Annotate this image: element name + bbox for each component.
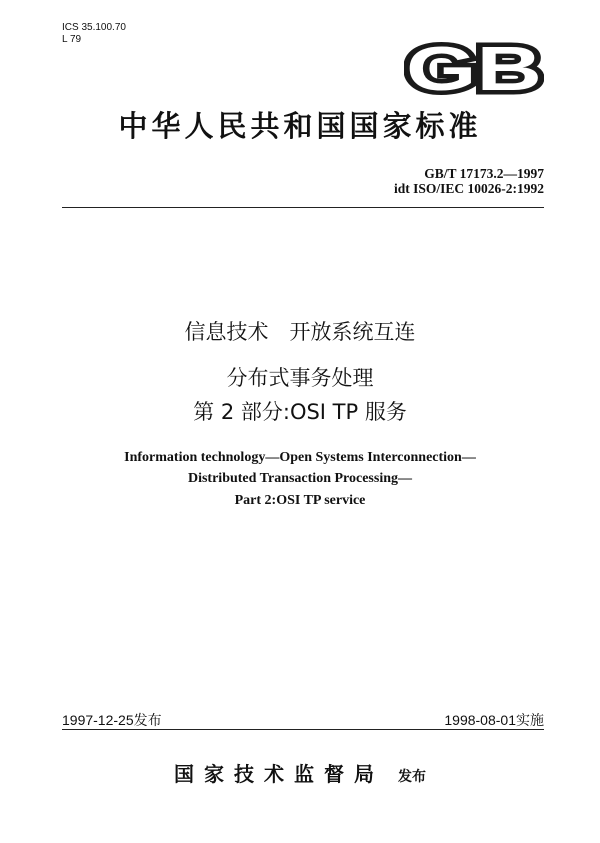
ccs-class: L 79 xyxy=(62,34,82,45)
publisher-line xyxy=(0,758,600,787)
en-title-line2: Distributed Transaction Processing— xyxy=(187,471,412,486)
publisher-suffix: 发布 xyxy=(398,769,426,785)
en-title-line1: Information technology—Open Systems Interconnection— xyxy=(124,450,476,465)
cn-title-line2: 分布式事务处理 xyxy=(226,366,374,390)
standard-number: GB/T 17173.2—1997 xyxy=(424,166,544,181)
gb-logo-text: GB xyxy=(406,40,542,96)
cn-title-line3: 第 2 部分:OSI TP 服务 xyxy=(193,400,407,424)
standard-title: 中华人民共和国国家标准 xyxy=(118,109,482,143)
cn-title-line1: 信息技术 开放系统互连 xyxy=(184,320,416,344)
en-title-line3: Part 2:OSI TP service xyxy=(234,493,366,508)
implementation-date: 1998-08-01实施 xyxy=(444,712,544,728)
footer-divider xyxy=(62,729,544,730)
publisher-name: 国家技术监督局 xyxy=(174,762,384,786)
ics-code: ICS 35.100.70 xyxy=(62,22,126,33)
gb-logo xyxy=(404,40,544,96)
header-divider xyxy=(62,207,544,208)
issue-date: 1997-12-25发布 xyxy=(62,712,162,728)
ics-classification xyxy=(62,22,126,46)
equivalence-note: idt ISO/IEC 10026-2:1992 xyxy=(393,181,544,196)
